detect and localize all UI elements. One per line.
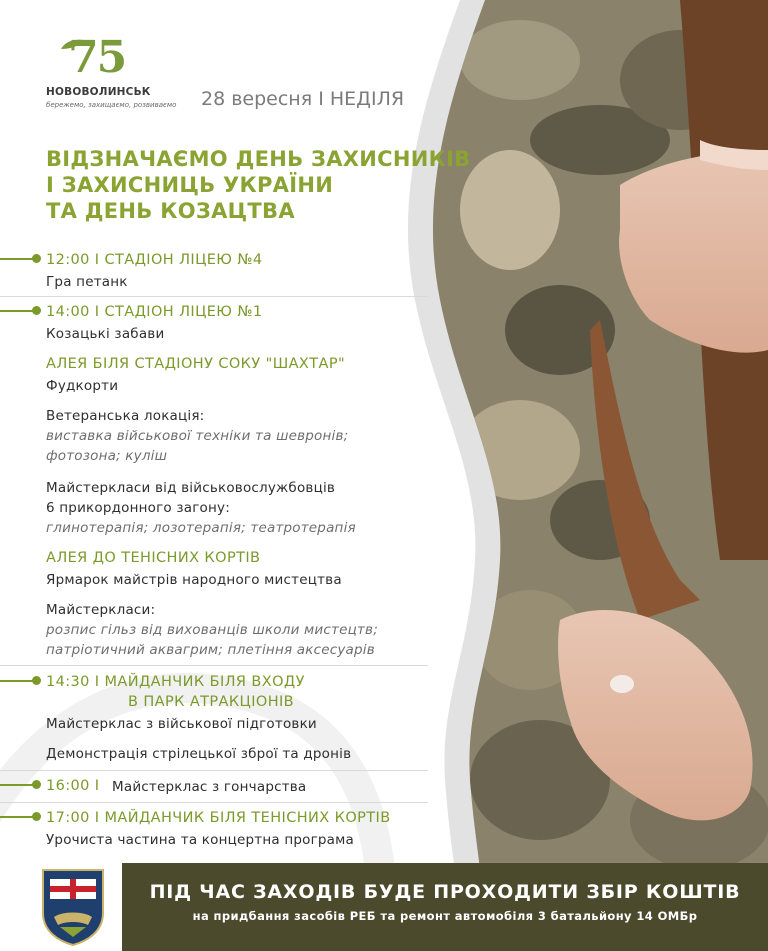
brigade-emblem-icon [40,867,106,947]
event-title [46,146,471,224]
masterclass-military-text-1: Майстеркласи від військовослужбовців [46,480,336,496]
schedule-item-2-text: Козацькі забави [46,326,165,342]
veteran-location-detail-2: фотозона; куліш [46,448,168,464]
divider [0,802,428,803]
timeline-marker [0,306,42,315]
timeline-marker [0,254,42,263]
location-alley-stadium: АЛЕЯ БІЛЯ СТАДІОНУ СОКУ "ШАХТАР" [46,356,346,372]
divider [0,665,428,666]
title-line-1: ВІДЗНАЧАЄМО ДЕНЬ ЗАХИСНИКІВ [46,147,471,171]
masterclasses-detail-1: розпис гільз від вихованців школи мистецтв; [46,622,378,638]
fundraising-banner [122,863,768,951]
logo-number: 75 [68,32,126,83]
timeline-marker [0,780,42,789]
city-logo [46,32,177,116]
schedule-item-1-text: Гра петанк [46,274,128,290]
masterclass-military-text-2: 6 прикордонного загону: [46,500,230,516]
schedule-item-4-text: Майстерклас з гончарства [112,779,307,795]
divider [0,296,428,297]
veteran-location-detail-1: виставка військової техніки та шевронів; [46,428,349,444]
schedule-item-1-head: 12:00 І СТАДІОН ЛІЦЕЮ №4 [46,252,263,268]
masterclasses-detail-2: патріотичний аквагрим; плетіння аксесуарів [46,642,375,658]
logo-city-name: НОВОВОЛИНСЬК [46,86,151,98]
title-line-2: І ЗАХИСНИЦЬ УКРАЇНИ [46,173,334,197]
schedule-item-5-head: 17:00 І МАЙДАНЧИК БІЛЯ ТЕНІСНИХ КОРТІВ [46,810,391,826]
event-date: 28 вересня І НЕДІЛЯ [201,88,405,110]
masterclasses-text: Майстеркласи: [46,602,156,618]
fundraising-title: ПІД ЧАС ЗАХОДІВ БУДЕ ПРОХОДИТИ ЗБІР КОШТІВ [149,881,741,903]
divider [0,770,428,771]
footer [0,863,768,951]
schedule-item-3-text-2: Демонстрація стрілецької зброї та дронів [46,746,352,762]
schedule-item-4-head: 16:00 І [46,778,100,794]
masterclass-military-detail: глинотерапія; лозотерапія; театротерапія [46,520,356,536]
location-alley-courts: АЛЕЯ ДО ТЕНІСНИХ КОРТІВ [46,550,261,566]
schedule-item-2-head: 14:00 І СТАДІОН ЛІЦЕЮ №1 [46,304,263,320]
timeline-marker [0,812,42,821]
title-line-3: ТА ДЕНЬ КОЗАЦТВА [46,199,295,223]
fundraising-subtitle: на придбання засобів РЕБ та ремонт автомобіля 3 батальйону 14 ОМБр [192,909,698,923]
logo-tagline: бережемо, захищаємо, розвиваємо [46,101,177,109]
veteran-location-text: Ветеранська локація: [46,408,205,424]
schedule-item-3-text-1: Майстерклас з військової підготовки [46,716,317,732]
food-courts-text: Фудкорти [46,378,119,394]
schedule-item-5-text: Урочиста частина та концертна програма [46,832,354,848]
fair-text: Ярмарок майстрів народного мистецтва [46,572,342,588]
schedule-item-3-head-1: 14:30 І МАЙДАНЧИК БІЛЯ ВХОДУ [46,674,305,690]
timeline-marker [0,676,42,685]
schedule-item-3-head-2: В ПАРК АТРАКЦІОНІВ [128,694,295,710]
